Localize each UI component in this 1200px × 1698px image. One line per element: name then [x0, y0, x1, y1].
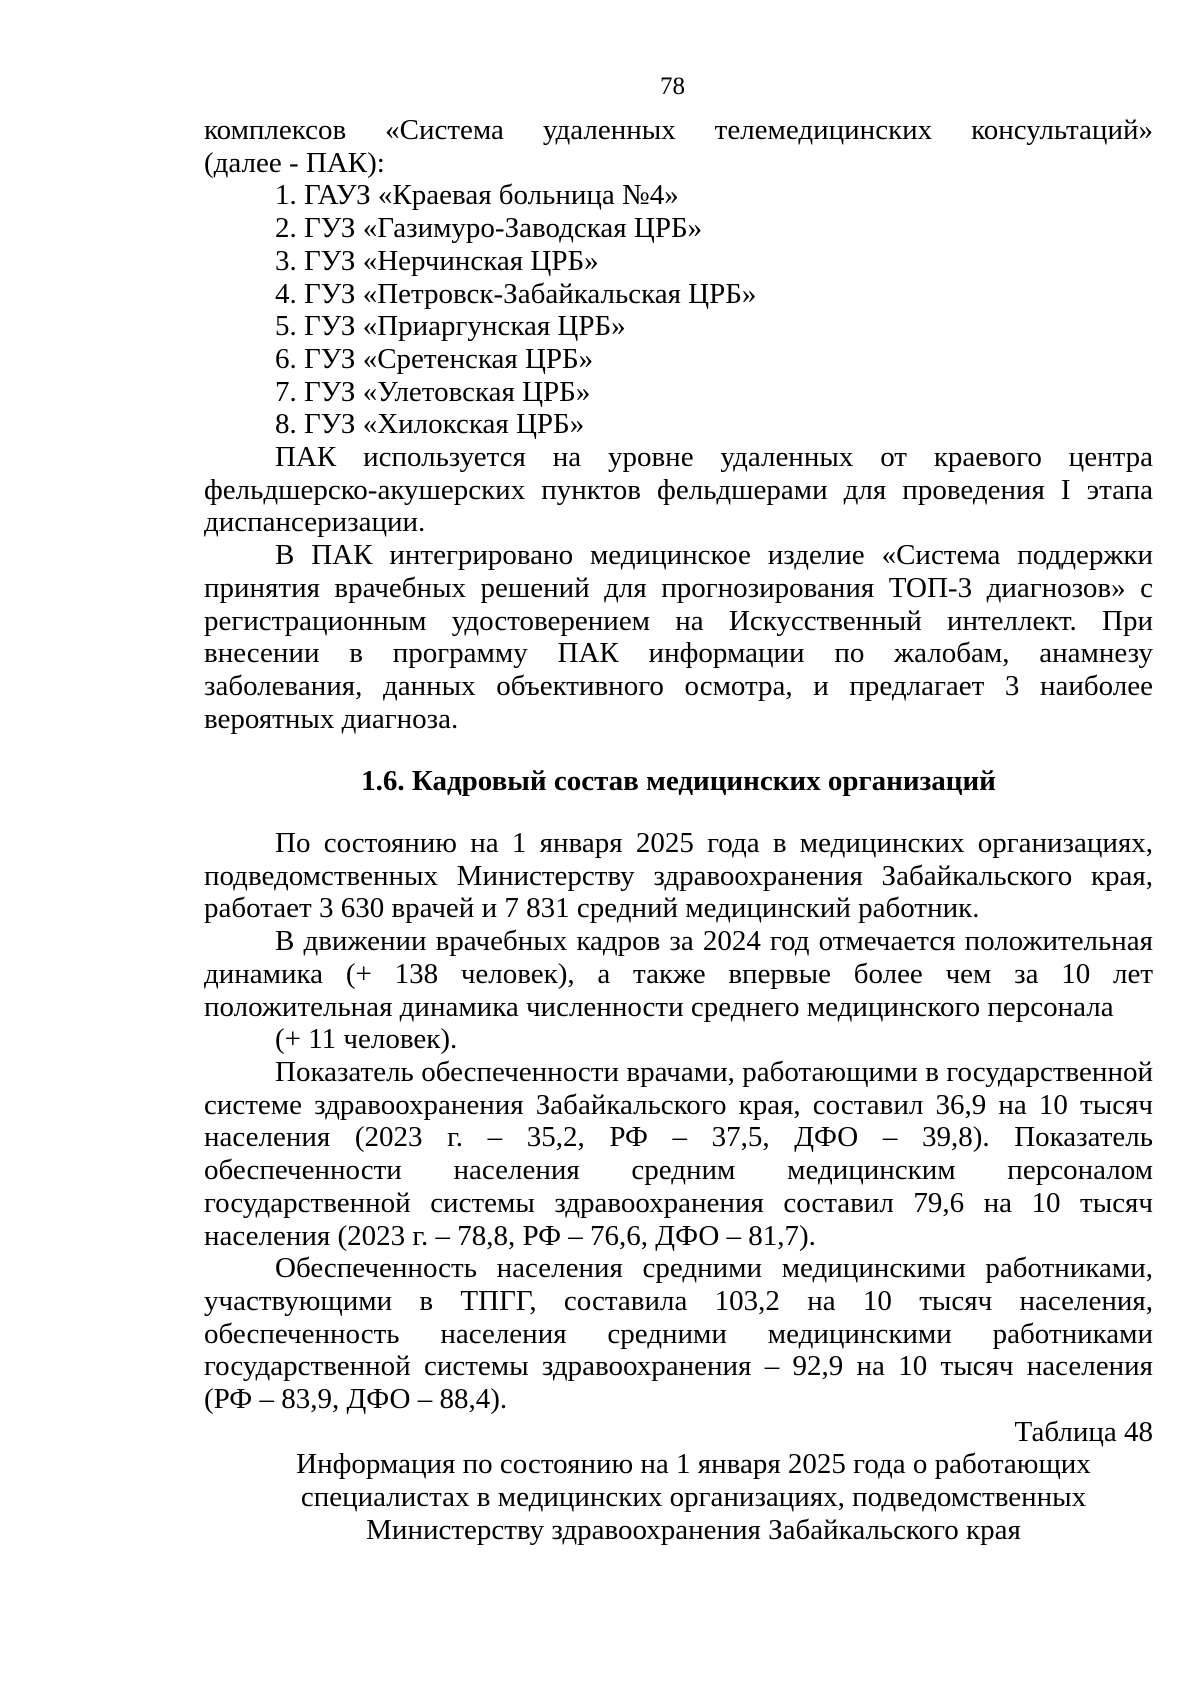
- page-number: 78: [660, 73, 685, 100]
- intro-line: (далее - ПАК):: [204, 146, 385, 179]
- caption-line: специалистах в медицинских организациях, подведомственных: [300, 1481, 1087, 1514]
- section-heading: 1.6. Кадровый состав медицинских организаций: [361, 765, 996, 798]
- document-body: [204, 114, 1153, 1547]
- caption-line: Информация по состоянию на 1 января 2025 года о работающих: [296, 1448, 1091, 1481]
- list-item: 3. ГУЗ «Нерчинская ЦРБ»: [275, 244, 599, 277]
- paragraph: Показатель обеспеченности врачами, работающими в государственной системе здравоохранения Забайкальского края, составил 36,9 на 10 тысяч населения (2023 г. – 35,2, РФ – 37,5, ДФО – 39,8). Показатель обеспеченности населения средним медицинским персоналом государственной системы здравоохранения составил 79,6 на 10 тысяч населения (2023 г. – 78,8, РФ – 76,6, ДФО – 81,7).: [204, 1055, 1153, 1252]
- paragraph: В движении врачебных кадров за 2024 год отмечается положительная динамика (+ 138 человек), а также впервые более чем за 10 лет положительная динамика численности среднего медицинского персонала: [204, 925, 1153, 1023]
- list-item: 2. ГУЗ «Газимуро-Заводская ЦРБ»: [275, 212, 703, 245]
- intro-line: комплексов «Система удаленных телемедицинских консультаций»: [204, 114, 1153, 146]
- caption-line: Министерству здравоохранения Забайкальского края: [366, 1513, 1021, 1546]
- paragraph-continuation: (+ 11 человек).: [275, 1023, 458, 1056]
- paragraph: Обеспеченность населения средними медицинскими работниками, участвующими в ТПГГ, составила 103,2 на 10 тысяч населения, обеспеченность населения средними медицинскими работниками государственной системы здравоохранения – 92,9 на 10 тысяч населения (РФ – 83,9, ДФО – 88,4).: [204, 1252, 1153, 1416]
- list-item: 4. ГУЗ «Петровск-Забайкальская ЦРБ»: [275, 277, 757, 310]
- paragraph: В ПАК интегрировано медицинское изделие «Система поддержки принятия врачебных решений для прогнозирования ТОП-3 диагнозов» с регистрационным удостоверением на Искусственный интеллект. При внесении в программу ПАК информации по жалобам, анамнезу заболевания, данных объективного осмотра, и предлагает 3 наиболее вероятных диагноза.: [204, 539, 1153, 735]
- table-caption: [204, 1448, 1153, 1546]
- paragraph: По состоянию на 1 января 2025 года в медицинских организациях, подведомственных Министерству здравоохранения Забайкальского края, работает 3 630 врачей и 7 831 средний медицинский работник.: [204, 827, 1153, 925]
- table-label: Таблица 48: [1014, 1415, 1153, 1448]
- list-item: 8. ГУЗ «Хилокская ЦРБ»: [275, 408, 585, 441]
- list-item: 6. ГУЗ «Сретенская ЦРБ»: [275, 342, 594, 375]
- paragraph: ПАК используется на уровне удаленных от краевого центра фельдшерско-акушерских пунктов фельдшерами для проведения I этапа диспансеризации.: [204, 441, 1153, 539]
- facility-list: [204, 179, 1153, 441]
- list-item: 5. ГУЗ «Приаргунская ЦРБ»: [275, 310, 626, 343]
- list-item: 1. ГАУЗ «Краевая больница №4»: [275, 179, 679, 212]
- list-item: 7. ГУЗ «Улетовская ЦРБ»: [275, 375, 591, 408]
